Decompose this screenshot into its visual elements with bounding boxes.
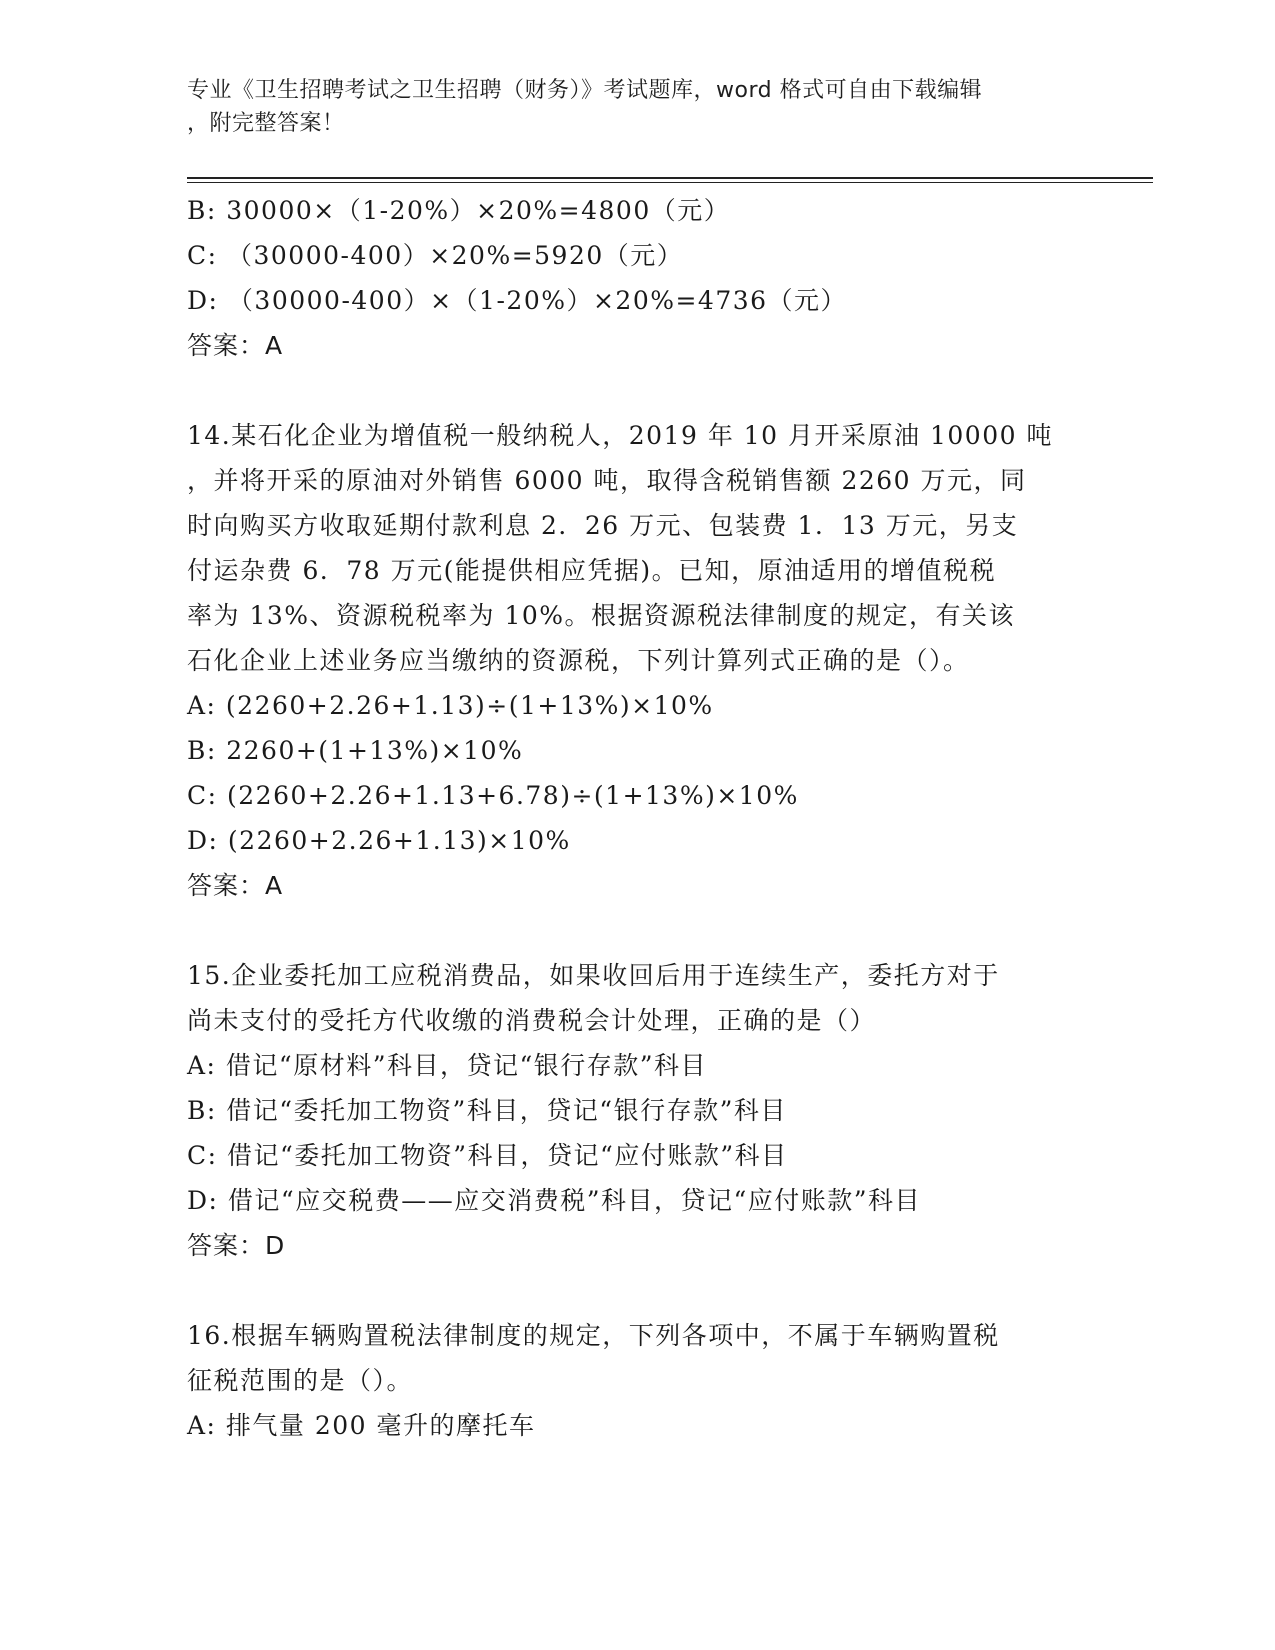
q14-option-c: C: (2260+2.26+1.13+6.78)÷(1+13%)×10% <box>187 781 799 810</box>
q15-option-c: C: 借记“委托加工物资”科目，贷记“应付账款”科目 <box>187 1141 788 1170</box>
header-line-2: ，附完整答案！ <box>187 111 345 136</box>
q13-answer: 答案：A <box>187 331 284 360</box>
q15-option-b: B: 借记“委托加工物资”科目，贷记“银行存款”科目 <box>187 1096 787 1125</box>
q14-option-d: D: (2260+2.26+1.13)×10% <box>187 826 571 855</box>
question-15 <box>187 953 1067 1268</box>
q14-stem-line-6: 石化企业上述业务应当缴纳的资源税，下列计算列式正确的是（）。 <box>187 646 970 675</box>
question-gap <box>187 908 1067 953</box>
document-header <box>187 74 1067 140</box>
q14-answer: 答案：A <box>187 871 284 900</box>
q14-stem-line-5: 率为 13%、资源税税率为 10%。根据资源税法律制度的规定，有关该 <box>187 601 1016 630</box>
question-gap <box>187 1268 1067 1313</box>
q13-option-c: C: （30000-400）×20%=5920（元） <box>187 241 684 270</box>
header-divider-thick <box>187 177 1153 179</box>
header-divider-thin <box>187 182 1153 183</box>
q14-stem-line-3: 时向购买方收取延期付款利息 2．26 万元、包装费 1．13 万元，另支 <box>187 511 1019 540</box>
q16-stem-line-2: 征税范围的是（）。 <box>187 1366 414 1395</box>
q16-stem-line-1: 16.根据车辆购置税法律制度的规定，下列各项中，不属于车辆购置税 <box>187 1321 1000 1350</box>
q13-option-b: B: 30000×（1-20%）×20%=4800（元） <box>187 196 731 225</box>
q14-stem-line-2: ，并将开采的原油对外销售 6000 吨，取得含税销售额 2260 万元，同 <box>187 466 1027 495</box>
question-gap <box>187 368 1067 413</box>
q15-stem-line-2: 尚未支付的受托方代收缴的消费税会计处理，正确的是（） <box>187 1006 877 1035</box>
question-list <box>187 188 1067 1448</box>
q15-stem-line-1: 15.企业委托加工应税消费品，如果收回后用于连续生产，委托方对于 <box>187 961 1000 990</box>
q14-option-b: B: 2260+(1+13%)×10% <box>187 736 524 765</box>
question-16 <box>187 1313 1067 1448</box>
q14-stem-line-1: 14.某石化企业为增值税一般纳税人，2019 年 10 月开采原油 10000 吨 <box>187 421 1053 450</box>
q14-option-a: A: (2260+2.26+1.13)÷(1+13%)×10% <box>187 691 714 720</box>
q15-option-d: D: 借记“应交税费——应交消费税”科目，贷记“应付账款”科目 <box>187 1186 922 1215</box>
question-13 <box>187 188 1067 368</box>
header-line-1: 专业《卫生招聘考试之卫生招聘（财务）》考试题库，word 格式可自由下载编辑 <box>187 78 983 103</box>
q16-option-a: A: 排气量 200 毫升的摩托车 <box>187 1411 536 1440</box>
question-14 <box>187 413 1067 908</box>
q15-answer: 答案：D <box>187 1231 286 1260</box>
q14-stem-line-4: 付运杂费 6．78 万元(能提供相应凭据)。已知，原油适用的增值税税 <box>187 556 997 585</box>
q15-option-a: A: 借记“原材料”科目，贷记“银行存款”科目 <box>187 1051 708 1080</box>
q13-option-d: D: （30000-400）×（1-20%）×20%=4736（元） <box>187 286 848 315</box>
